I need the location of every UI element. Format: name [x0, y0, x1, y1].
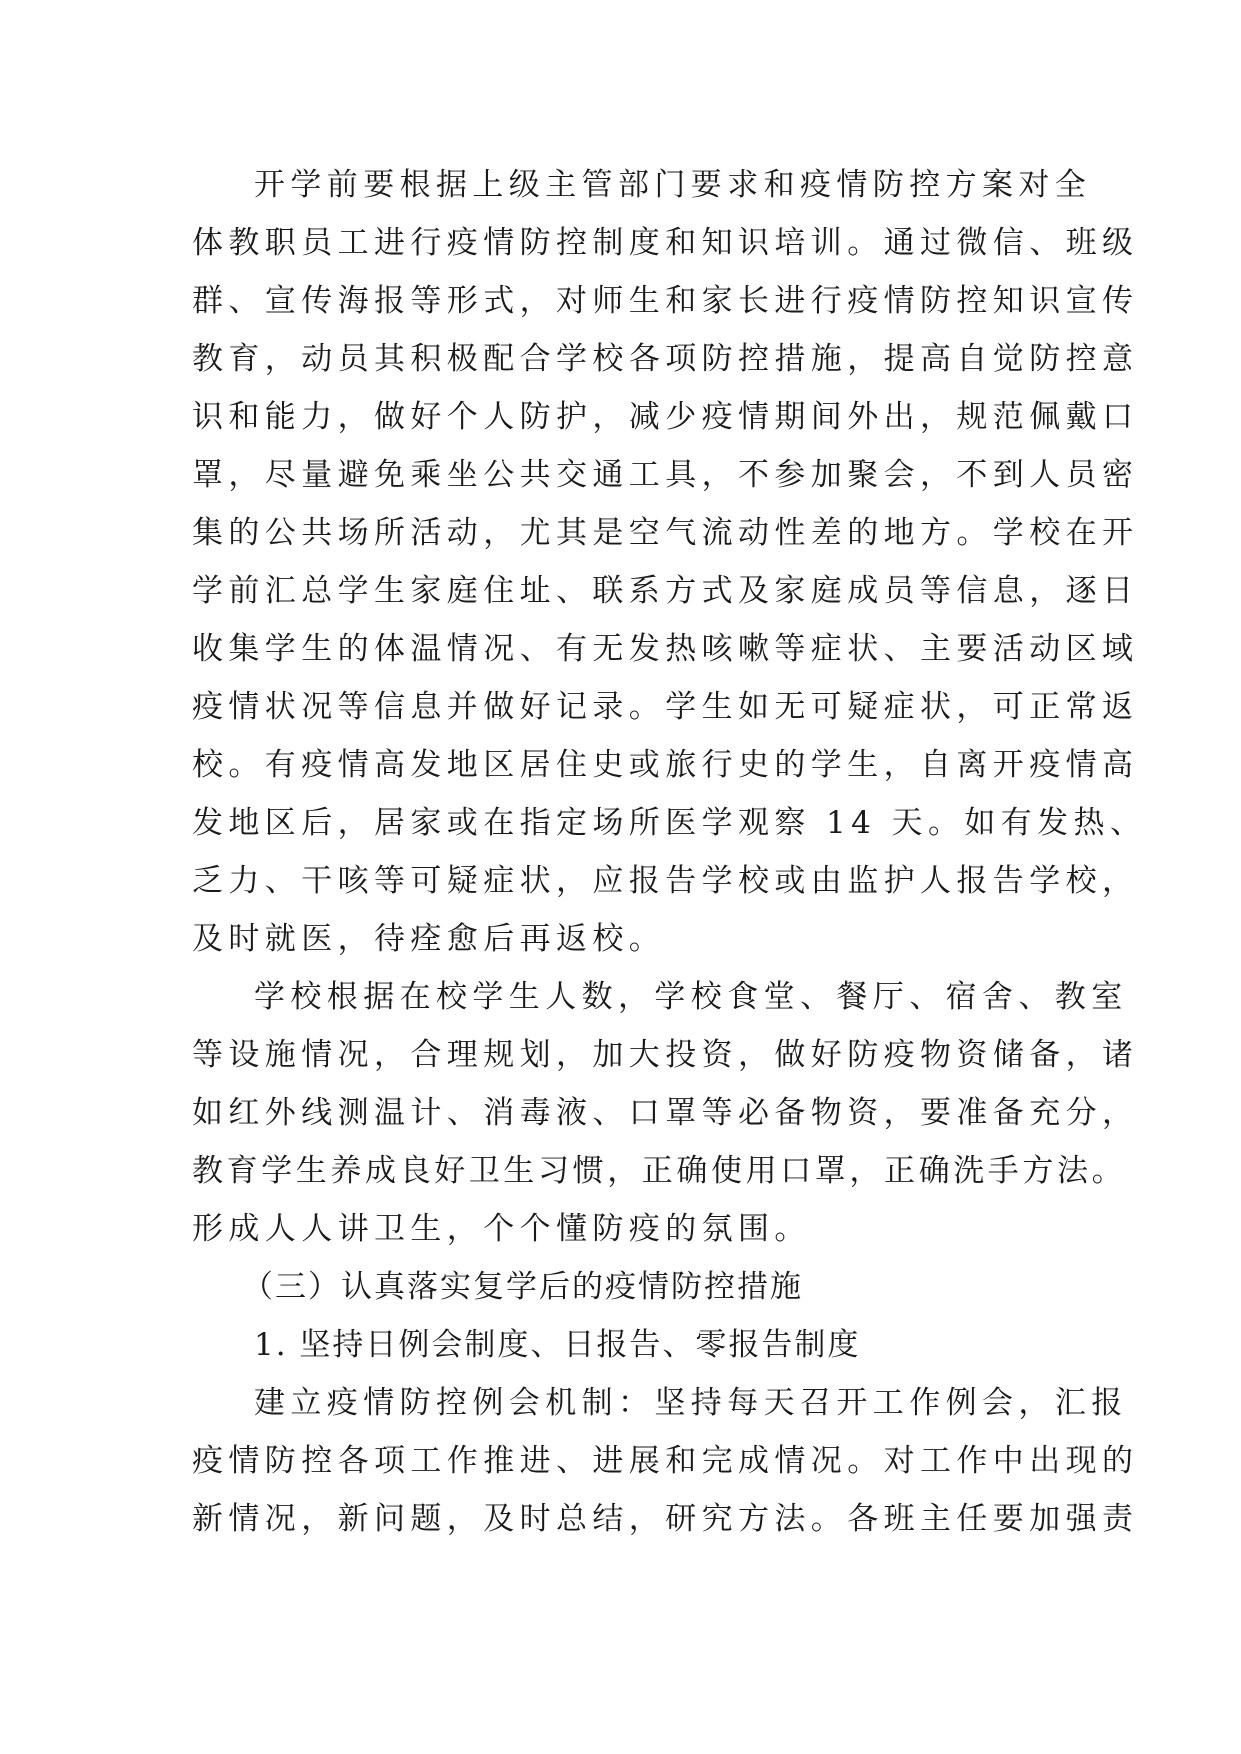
subsection-heading: 1. 坚持日例会制度、日报告、零报告制度: [254, 1327, 861, 1363]
paragraph-2-line-2: 等设施情况，合理规划，加大投资，做好防疫物资储备，诸: [192, 1037, 1139, 1073]
paragraph-1-line-12: 发地区后，居家或在指定场所医学观察 14 天。如有发热、: [192, 805, 1147, 841]
paragraph-2-line-4: 教育学生养成良好卫生习惯，正确使用口罩，正确洗手方法。: [192, 1153, 1127, 1189]
paragraph-1-line-5: 识和能力，做好个人防护，减少疫情期间外出，规范佩戴口: [192, 399, 1139, 435]
paragraph-1-line-4: 教育，动员其积极配合学校各项防控措施，提高自觉防控意: [192, 341, 1139, 377]
paragraph-1-line-13: 乏力、干咳等可疑症状，应报告学校或由监护人报告学校，: [192, 863, 1139, 899]
paragraph-1-line-8: 学前汇总学生家庭住址、联系方式及家庭成员等信息，逐日: [192, 573, 1139, 609]
paragraph-1-line-14: 及时就医，待痊愈后再返校。: [192, 921, 666, 957]
paragraph-1-line-3: 群、宣传海报等形式，对师生和家长进行疫情防控知识宣传: [192, 283, 1139, 319]
paragraph-1-line-7: 集的公共场所活动，尤其是空气流动性差的地方。学校在开: [192, 515, 1139, 551]
paragraph-3-line-3: 新情况，新问题，及时总结，研究方法。各班主任要加强责: [192, 1501, 1139, 1537]
paragraph-1-line-2: 体教职员工进行疫情防控制度和知识培训。通过微信、班级: [192, 225, 1139, 261]
section-heading: （三）认真落实复学后的疫情防控措施: [242, 1269, 803, 1305]
paragraph-1-line-6: 罩，尽量避免乘坐公共交通工具，不参加聚会，不到人员密: [192, 457, 1139, 493]
paragraph-1-line-11: 校。有疫情高发地区居住史或旅行史的学生，自离开疫情高: [192, 747, 1139, 783]
paragraph-2-line-1: 学校根据在校学生人数，学校食堂、餐厅、宿舍、教室: [254, 979, 1128, 1015]
paragraph-1-line-10: 疫情状况等信息并做好记录。学生如无可疑症状，可正常返: [192, 689, 1139, 725]
paragraph-3-line-1: 建立疫情防控例会机制：坚持每天召开工作例会，汇报: [254, 1385, 1128, 1421]
paragraph-2-line-5: 形成人人讲卫生，个个懂防疫的氛围。: [192, 1211, 811, 1247]
paragraph-3-line-2: 疫情防控各项工作推进、进展和完成情况。对工作中出现的: [192, 1443, 1139, 1479]
paragraph-1-line-1: 开学前要根据上级主管部门要求和疫情防控方案对全: [254, 167, 1092, 203]
paragraph-1-line-9: 收集学生的体温情况、有无发热咳嗽等症状、主要活动区域: [192, 631, 1139, 667]
paragraph-2-line-3: 如红外线测温计、消毒液、口罩等必备物资，要准备充分，: [192, 1095, 1139, 1131]
